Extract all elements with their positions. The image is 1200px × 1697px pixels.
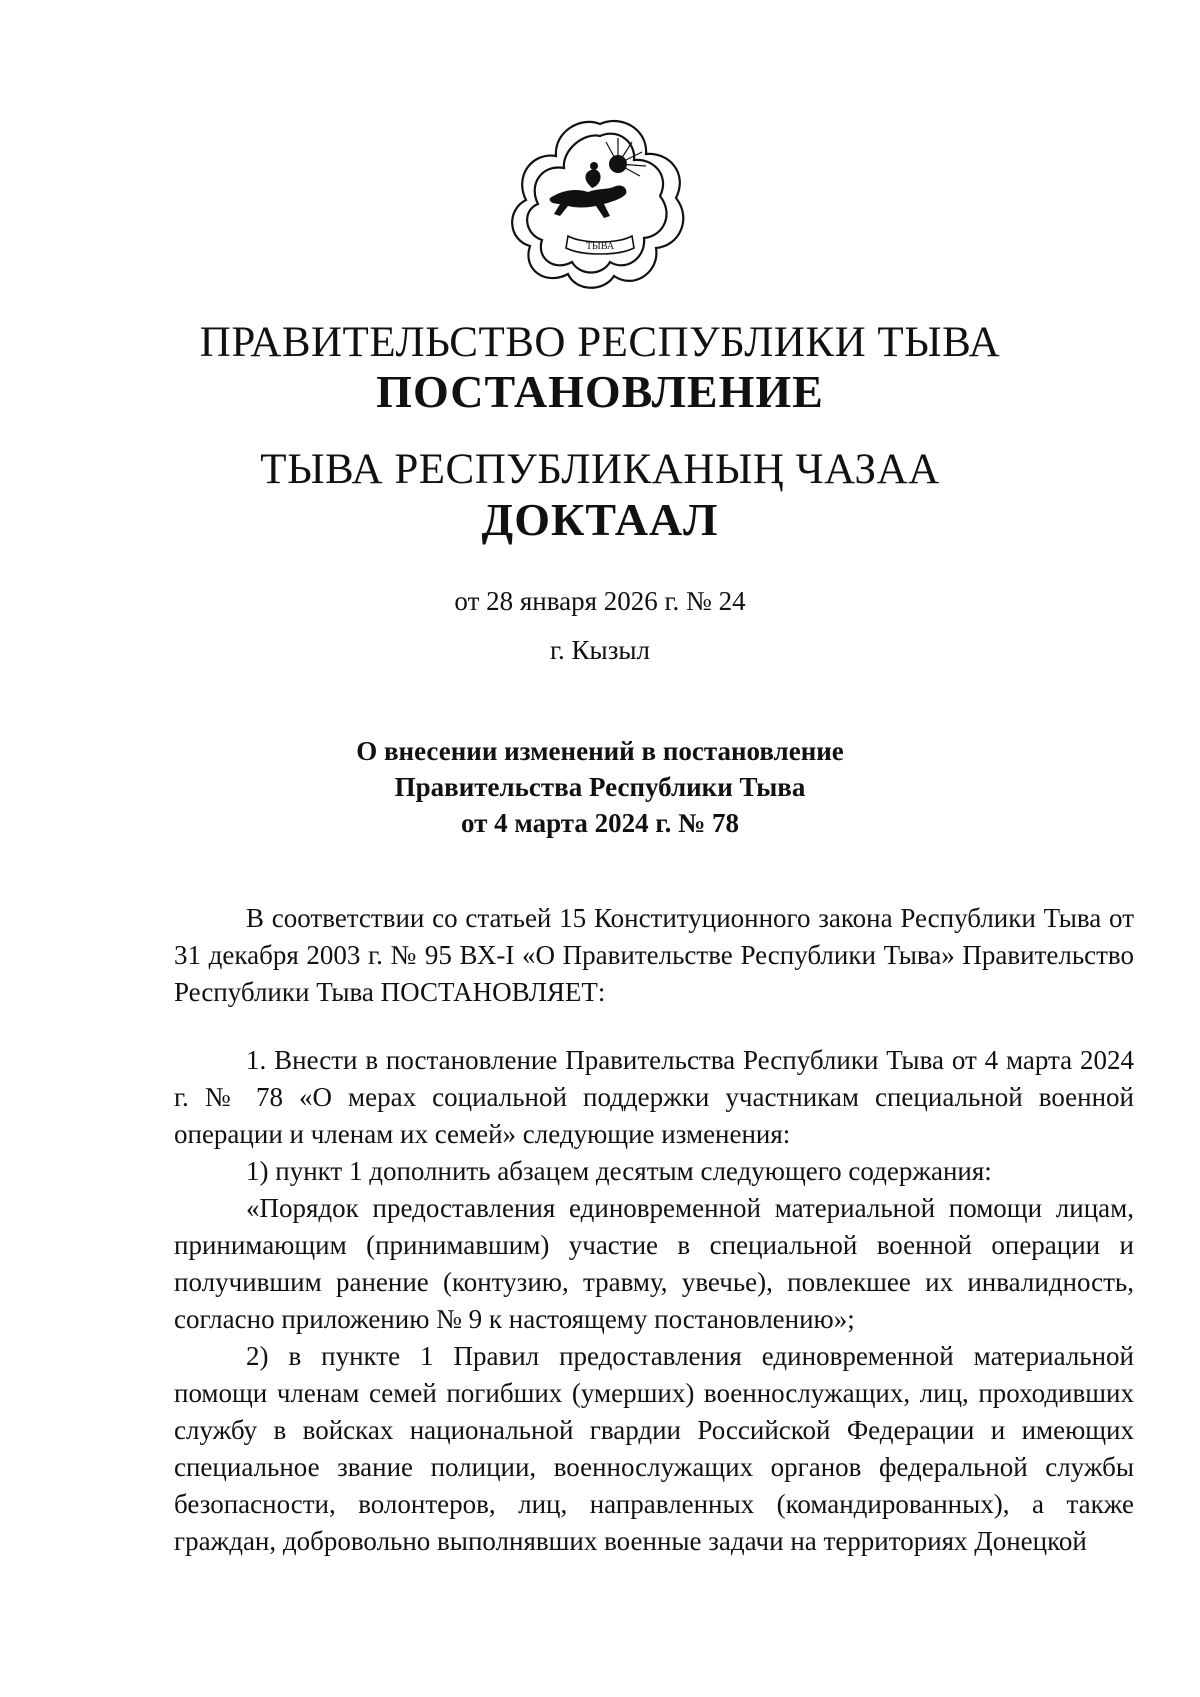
government-name-tyv: ТЫВА РЕСПУБЛИКАНЫҢ ЧАЗАА <box>260 446 940 493</box>
document-date-number: от 28 января 2026 г. № 24 <box>454 586 746 616</box>
item-1-paragraph: 1. Внести в постановление Правительства Республики Тыва от 4 марта 2024 г. № 78 «О мерах социальной поддержки участникам специальной военной операции и членам их семей» следующие изменения: <box>174 1045 1134 1149</box>
preamble-paragraph: В соответствии со статьей 15 Конституционного закона Республики Тыва от 31 декабря 2003 г. № 95 ВХ-I «О Правительстве Республики Тыва» Правительство Республики Тыва ПОСТАНОВЛЯЕТ: <box>174 903 1134 1007</box>
government-name-ru: ПРАВИТЕЛЬСТВО РЕСПУБЛИКИ ТЫВА <box>199 319 1001 366</box>
emblem-inscription: ТЫВА <box>585 241 615 252</box>
title-line: от 4 марта 2024 г. № 78 <box>461 808 739 838</box>
quoted-text-paragraph: «Порядок предоставления единовременной материальной помощи лицам, принимающим (принимавшим) участие в специальной военной операции и получившим ранение (контузию, травму, увечье), повлекшее их инвалидность, согласно приложению № 9 к настоящему постановлению»; <box>174 1193 1134 1334</box>
tuva-coat-of-arms-icon <box>510 112 690 292</box>
title-line: О внесении изменений в постановление <box>356 736 844 766</box>
document-body <box>174 900 1134 1560</box>
title-line: Правительства Республики Тыва <box>394 772 806 802</box>
document-city: г. Кызыл <box>550 635 650 665</box>
document-type-ru: ПОСТАНОВЛЕНИЕ <box>376 366 824 417</box>
subitem-2-paragraph: 2) в пункте 1 Правил предоставления единовременной материальной помощи членам семей погибших (умерших) военнослужащих, лиц, проходивших службу в войсках национальной гвардии Российской Федерации и имеющих специальное звание полиции, военнослужащих органов федеральной службы безопасности, волонтеров, лиц, направленных (командированных), а также граждан, добровольно выполнявших военные задачи на территориях Донецкой <box>174 1341 1134 1556</box>
subitem-1-paragraph: 1) пункт 1 дополнить абзацем десятым следующего содержания: <box>246 1156 992 1186</box>
document-title <box>0 733 1200 841</box>
document-type-tyv: ДОКТААЛ <box>481 494 719 545</box>
